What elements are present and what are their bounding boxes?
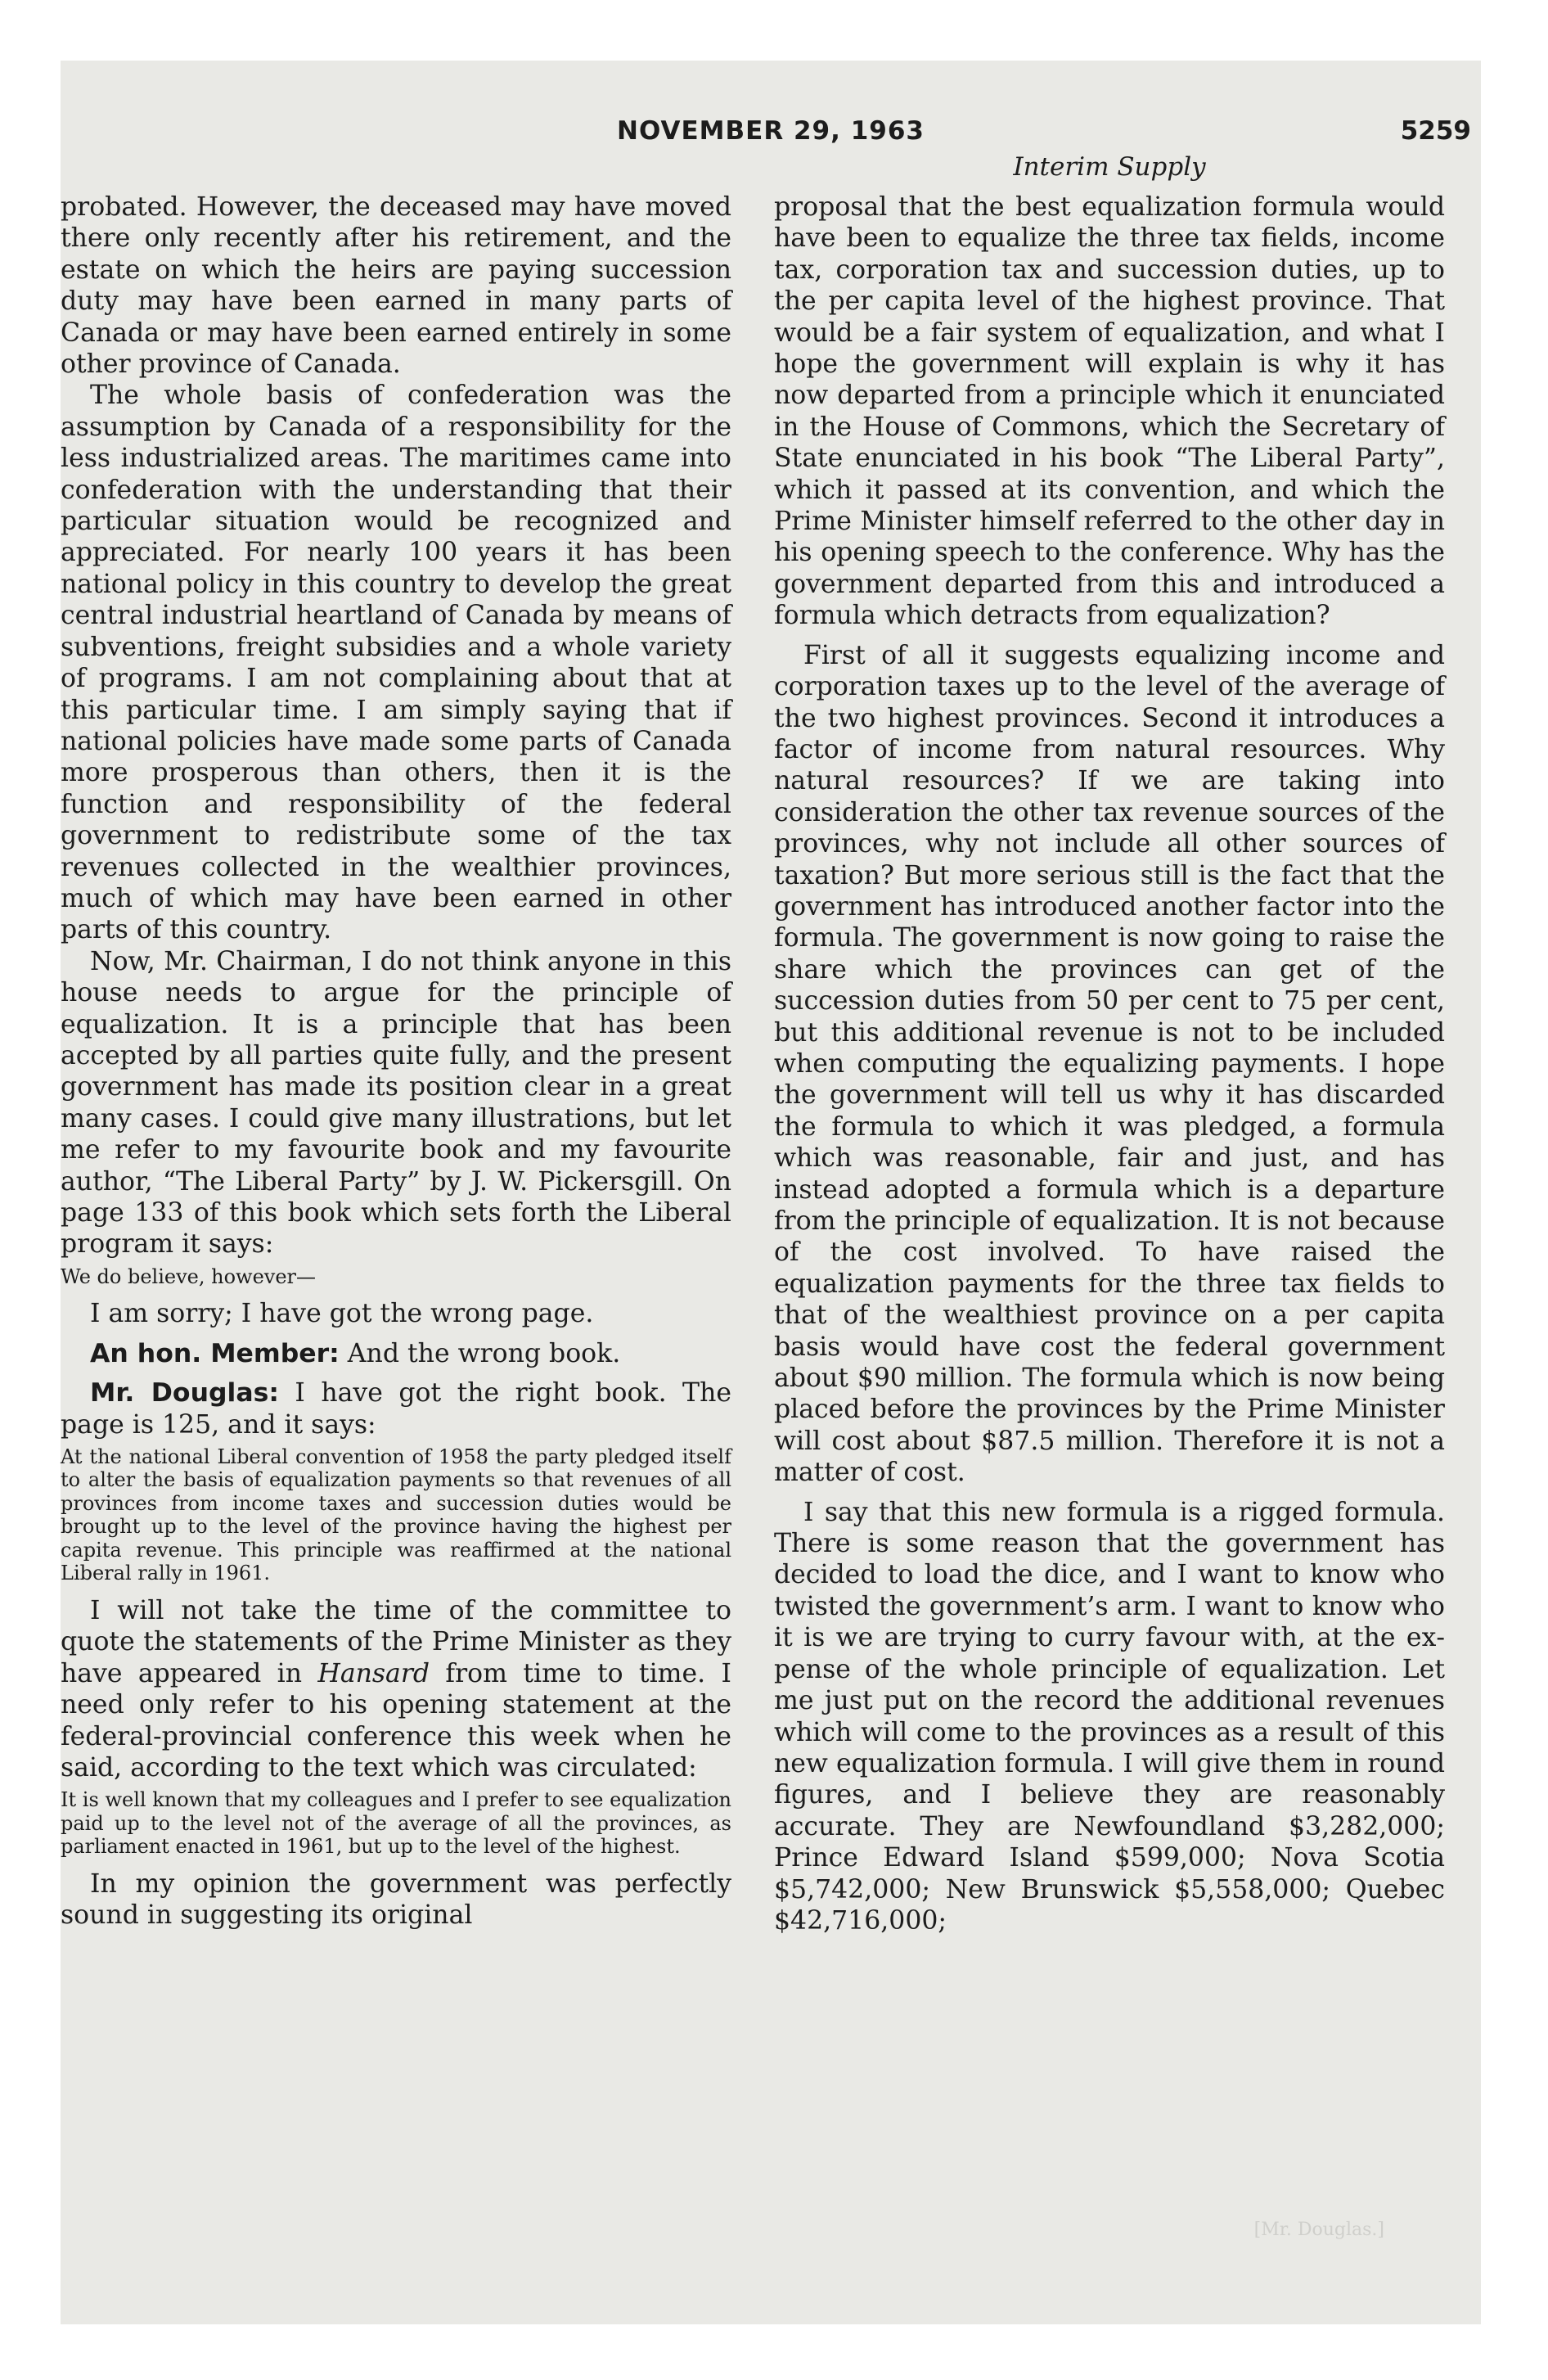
speaker-name: An hon. Member: bbox=[90, 1338, 340, 1368]
speech-text: And the wrong book. bbox=[339, 1338, 621, 1368]
right-column bbox=[774, 192, 1445, 1936]
paragraph: probated. However, the deceased may have moved there only recently after his retirement, and the estate on which the heirs are paying succession duty may have been earned in many parts of Canada or may have been earned entirely in some other province of Canada. bbox=[61, 192, 731, 380]
speech bbox=[61, 1377, 731, 1440]
page-date: NOVEMBER 29, 1963 bbox=[617, 116, 925, 146]
paragraph: proposal that the best equalization formula would have been to equalize the three tax fields, income tax, corporation tax and succession duties, up to the per capita level of the highest province. That would be a fair system of equalization, and what I hope the government will explain is why it has now departed from a principle which it enunciated in the House of Commons, which the Secretary of State enunciated in his book “The Liberal Party”, which it passed at its convention, and which the Prime Minister himself referred to the other day in his opening speech to the conference. Why has the government departed from this and introduced a formula which detracts from equalization? bbox=[774, 192, 1445, 631]
paragraph bbox=[61, 1595, 731, 1783]
paragraph: In my opinion the government was perfectly sound in suggesting its original bbox=[61, 1868, 731, 1931]
speaker-name: Mr. Douglas: bbox=[90, 1378, 279, 1409]
running-title: Interim Supply bbox=[1013, 152, 1206, 182]
text-run: I will not take the time of the committee to quote the statements of the Prime Minister as they have appeared in bbox=[61, 1595, 731, 1688]
paragraph: I say that this new formula is a rigged formula. There is some reason that the government has decided to load the dice, and I want to know who twisted the government’s arm. I want to know who it is we are trying to curry favour with, at the expense of the whole principle of equalization. Let me just put on the record the additional revenues which will come to the provinces as a result of this new equalization formula. I will give them in round figures, and I believe they are reasonably accurate. They are Newfoundland $3,282,000; Prince Edward Island $599,000; Nova Scotia $5,742,000; New Brunswick $5,558,000; Quebec $42,716,000; bbox=[774, 1497, 1445, 1936]
paragraph: I am sorry; I have got the wrong page. bbox=[90, 1299, 594, 1329]
faint-footer-text: [Mr. Douglas.] bbox=[1253, 2220, 1384, 2240]
page-number: 5259 bbox=[1400, 116, 1471, 146]
left-column bbox=[61, 192, 731, 1931]
hansard-italic: Hansard bbox=[317, 1658, 430, 1688]
page-header bbox=[61, 116, 1481, 152]
paragraph: Now, Mr. Chairman, I do not think anyone in this house needs to argue for the principle of equalization. It is a principle that has been accepted by all parties quite fully, and the present government has made its position clear in a great many cases. I could give many illustrations, but let me refer to my favourite book and my favourite author, “The Liberal Party” by J. W. Pickersgill. On page 133 of this book which sets forth the Liberal program it says: bbox=[61, 946, 731, 1260]
page bbox=[61, 61, 1481, 2324]
speech-text: I have got the right book. The page is 125, and it says: bbox=[61, 1378, 731, 1440]
paragraph: First of all it suggests equalizing income and corporation taxes up to the level of the average of the two highest provinces. Second it introduces a factor of income from natural resources. Why natural resources? If we are taking into consideration the other tax revenue sources of the provinces, why not include all other sources of taxation? But more serious still is the fact that the government has introduced another factor into the formula. The government is now going to raise the share which the provinces can get of the succession duties from 50 per cent to 75 per cent, but this additional revenue is not to be included when computing the equalizing payments. I hope the government will tell us why it has discarded the formula to which it was pledged, a formula which was reasonable, fair and just, and has instead adopted a formula which is a departure from the principle of equalization. It is not because of the cost involved. To have raised the equalization payments for the three tax fields to that of the wealthiest province on a per capita basis would have cost the federal government about $90 million. The formula which is now being placed before the provinces by the Prime Minister will cost about $87.5 million. Therefore it is not a matter of cost. bbox=[774, 640, 1445, 1488]
paragraph: The whole basis of confederation was the assumption by Canada of a responsibility for the less industrialized areas. The maritimes came into confederation with the understanding that their particular situation would be recognized and appreciated. For nearly 100 years it has been national policy in this country to develop the great central industrial heartland of Canada by means of subventions, freight subsidies and a whole variety of programs. I am not complaining about that at this particular time. I am simply saying that if national policies have made some parts of Canada more prosperous than others, then it is the function and responsibility of the federal government to redistribute some of the tax revenues collected in the wealthier provinces, much of which may have been earned in other parts of this country. bbox=[61, 381, 731, 945]
block-quote: At the national Liberal convention of 1958 the party pledged itself to alter the basis of equalization payments so that revenues of all provinces from income taxes and succession duties would be brought up to the level of the province having the highest per capita revenue. This principle was reaffirmed at the national Liberal rally in 1961. bbox=[61, 1445, 731, 1585]
text-run: from time to time. I need only refer to his opening statement at the federal-provincial conference this week when he said, according to the text which was circulated: bbox=[61, 1658, 731, 1783]
block-quote: It is well known that my colleagues and I prefer to see equalization paid up to the level not of the average of all the provinces, as parliament enacted in 1961, but up to the level of the highest. bbox=[61, 1788, 731, 1859]
speech bbox=[61, 1338, 731, 1369]
block-quote: We do believe, however— bbox=[61, 1264, 317, 1288]
